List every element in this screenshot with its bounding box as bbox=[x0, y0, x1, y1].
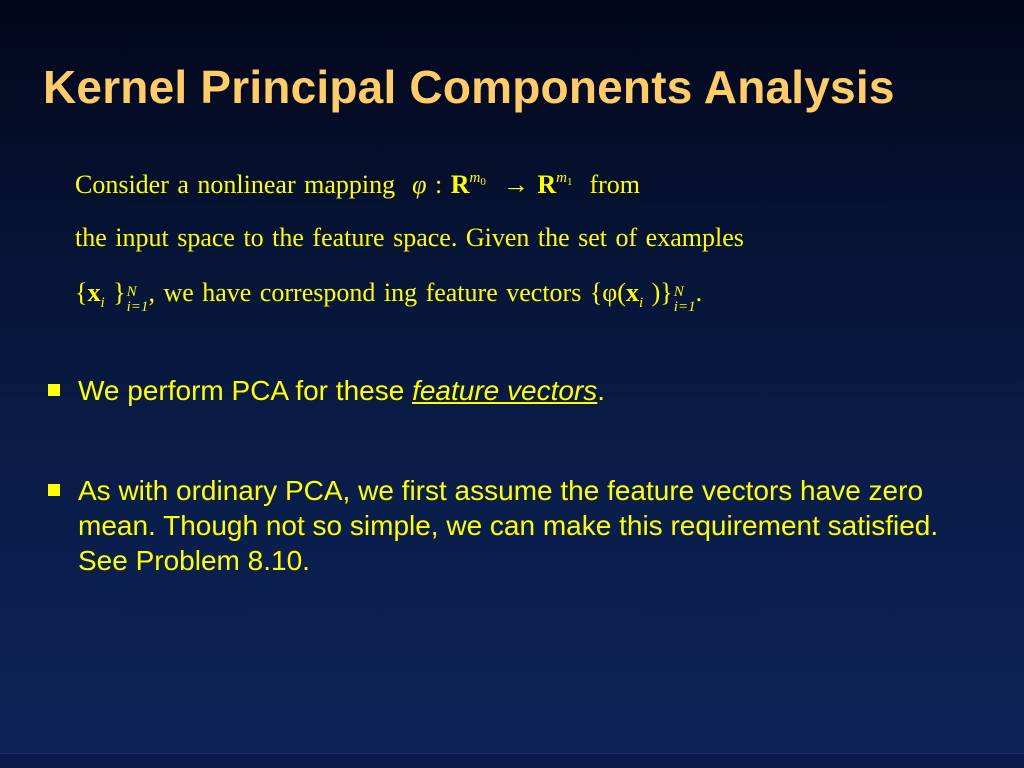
index-i: i bbox=[100, 295, 105, 311]
arrow-symbol: → bbox=[502, 170, 529, 199]
lower-limit: i=1 bbox=[126, 299, 149, 315]
square-bullet-icon bbox=[48, 384, 60, 396]
real-space-symbol: R bbox=[537, 170, 557, 199]
real-space-symbol: R bbox=[450, 170, 470, 199]
slide-title: Kernel Principal Components Analysis bbox=[43, 61, 895, 113]
vector-x: x bbox=[625, 278, 639, 307]
math-line-2: the input space to the feature space. Given the set of examples bbox=[75, 223, 744, 252]
exponent-m: m bbox=[469, 170, 481, 186]
exponent-m: m bbox=[556, 170, 567, 186]
bullet-1-after: . bbox=[597, 375, 606, 406]
bullet-2-text: As with ordinary PCA, we first assume the feature vectors have zero mean. Though not so simple, we can make this requirement satisfied. See Problem 8.10. bbox=[78, 475, 939, 576]
index-i: i bbox=[638, 295, 644, 311]
bottom-strip bbox=[0, 753, 1024, 768]
index-range bbox=[674, 285, 696, 315]
phi-close: )} bbox=[651, 278, 673, 307]
math-line-1 bbox=[75, 170, 640, 200]
math-line-3 bbox=[75, 278, 702, 315]
colon-symbol: : bbox=[435, 170, 443, 199]
upper-limit-N: N bbox=[126, 284, 137, 300]
bullet-1-text bbox=[78, 373, 978, 408]
vector-x: x bbox=[87, 278, 101, 307]
math-line-1-text: Consider a nonlinear mapping bbox=[75, 170, 396, 199]
phi-symbol: φ bbox=[412, 170, 427, 199]
right-brace: } bbox=[113, 278, 126, 307]
index-range bbox=[127, 285, 149, 315]
phi-open: {φ( bbox=[589, 278, 626, 307]
upper-limit-N: N bbox=[673, 284, 684, 300]
lower-limit: i=1 bbox=[673, 299, 696, 315]
period: . bbox=[695, 278, 703, 307]
exponent-sub-0: 0 bbox=[480, 176, 486, 188]
bullet-1-emphasis: feature vectors bbox=[412, 375, 598, 406]
math-line-3-middle: , we have correspond ing feature vectors bbox=[148, 278, 582, 307]
exponent-sub-1: 1 bbox=[566, 176, 573, 188]
square-bullet-icon bbox=[48, 484, 60, 496]
left-brace: { bbox=[75, 278, 88, 307]
bullet-1-before: We perform PCA for these bbox=[78, 375, 413, 406]
math-line-1-end: from bbox=[589, 170, 641, 199]
